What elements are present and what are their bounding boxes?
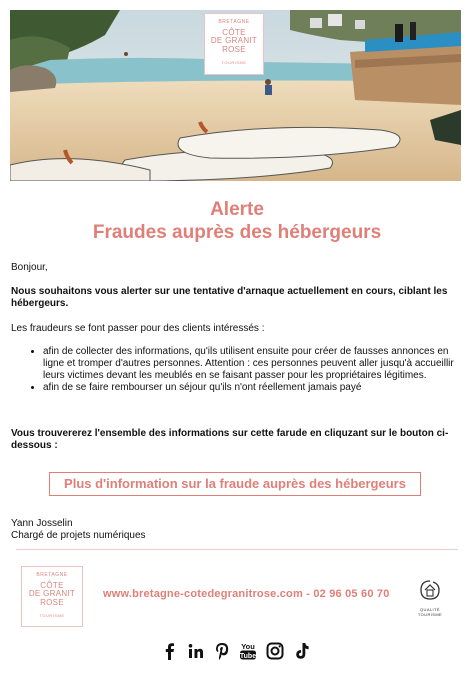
list-item: • afin de se faire rembourser un séjour qu'ils n'ont réellement jamais payé xyxy=(43,382,454,394)
logo-line3: ROSE xyxy=(40,598,64,608)
alert-paragraph: Nous souhaitons vous alerter sur une tentative d'arnaque actuellement en cours, ciblant les hébergeurs. xyxy=(11,286,448,309)
linkedin-icon[interactable] xyxy=(186,641,206,661)
facebook-icon[interactable] xyxy=(160,641,180,661)
logo-line2: DE GRANIT xyxy=(210,36,258,46)
logo-line1: CÔTE xyxy=(222,27,246,37)
fraud-bullet-list xyxy=(29,346,454,394)
logo-region-text: BRETAGNE xyxy=(218,19,250,25)
logo-region-text: BRETAGNE xyxy=(36,572,68,578)
alert-subtitle: Fraudes auprès des hébergeurs xyxy=(92,222,382,243)
intro-paragraph: Les fraudeurs se font passer pour des clients intéressés : xyxy=(11,323,265,334)
more-info-button[interactable]: Plus d'information sur la fraude auprès des hébergeurs xyxy=(49,472,421,496)
quality-sub-label: TOURISME xyxy=(417,612,443,617)
logo-line3: ROSE xyxy=(222,45,246,55)
logo-tourism-text: TOURISME xyxy=(221,59,247,65)
quality-tourism-badge xyxy=(413,578,447,616)
signature-name: Yann Josselin xyxy=(11,518,73,529)
logo-line2: DE GRANIT xyxy=(28,589,76,599)
svg-text:Tube: Tube xyxy=(239,652,257,660)
quality-tourism-icon xyxy=(413,578,447,602)
hero-brand-logo xyxy=(204,13,264,75)
svg-text:You: You xyxy=(241,642,255,651)
footer-contact-link[interactable]: www.bretagne-cotedegranitrose.com - 02 96 05 60 70 xyxy=(103,588,390,600)
hero-beach-image xyxy=(10,10,461,181)
pinterest-icon[interactable] xyxy=(212,641,232,661)
logo-tourism-text: TOURISME xyxy=(39,612,65,618)
cta-paragraph: Vous trouvererez l'ensemble des informations sur cette farude en cliquzant sur le bouton ci-dessous : xyxy=(11,428,449,451)
youtube-icon[interactable] xyxy=(238,641,258,661)
footer-divider xyxy=(16,549,458,550)
instagram-icon[interactable] xyxy=(265,641,285,661)
logo-line1: CÔTE xyxy=(40,580,64,590)
quality-label: QUALITÉ xyxy=(420,607,440,612)
signature-role: Chargé de projets numériques xyxy=(11,530,146,541)
greeting-text: Bonjour, xyxy=(11,262,48,273)
footer-brand-logo[interactable] xyxy=(21,566,83,627)
alert-title: Alerte xyxy=(210,199,264,220)
list-item: • afin de collecter des informations, qu'ils utilisent ensuite pour créer de fausses annonces en ligne et tromper d'autres personnes. Attention : ces personnes peuvent aller jusqu'à accueillir leurs victimes devant les meublés en se faisant passer pour les propriétaires légitimes. xyxy=(43,346,454,382)
tiktok-icon[interactable] xyxy=(292,641,312,661)
